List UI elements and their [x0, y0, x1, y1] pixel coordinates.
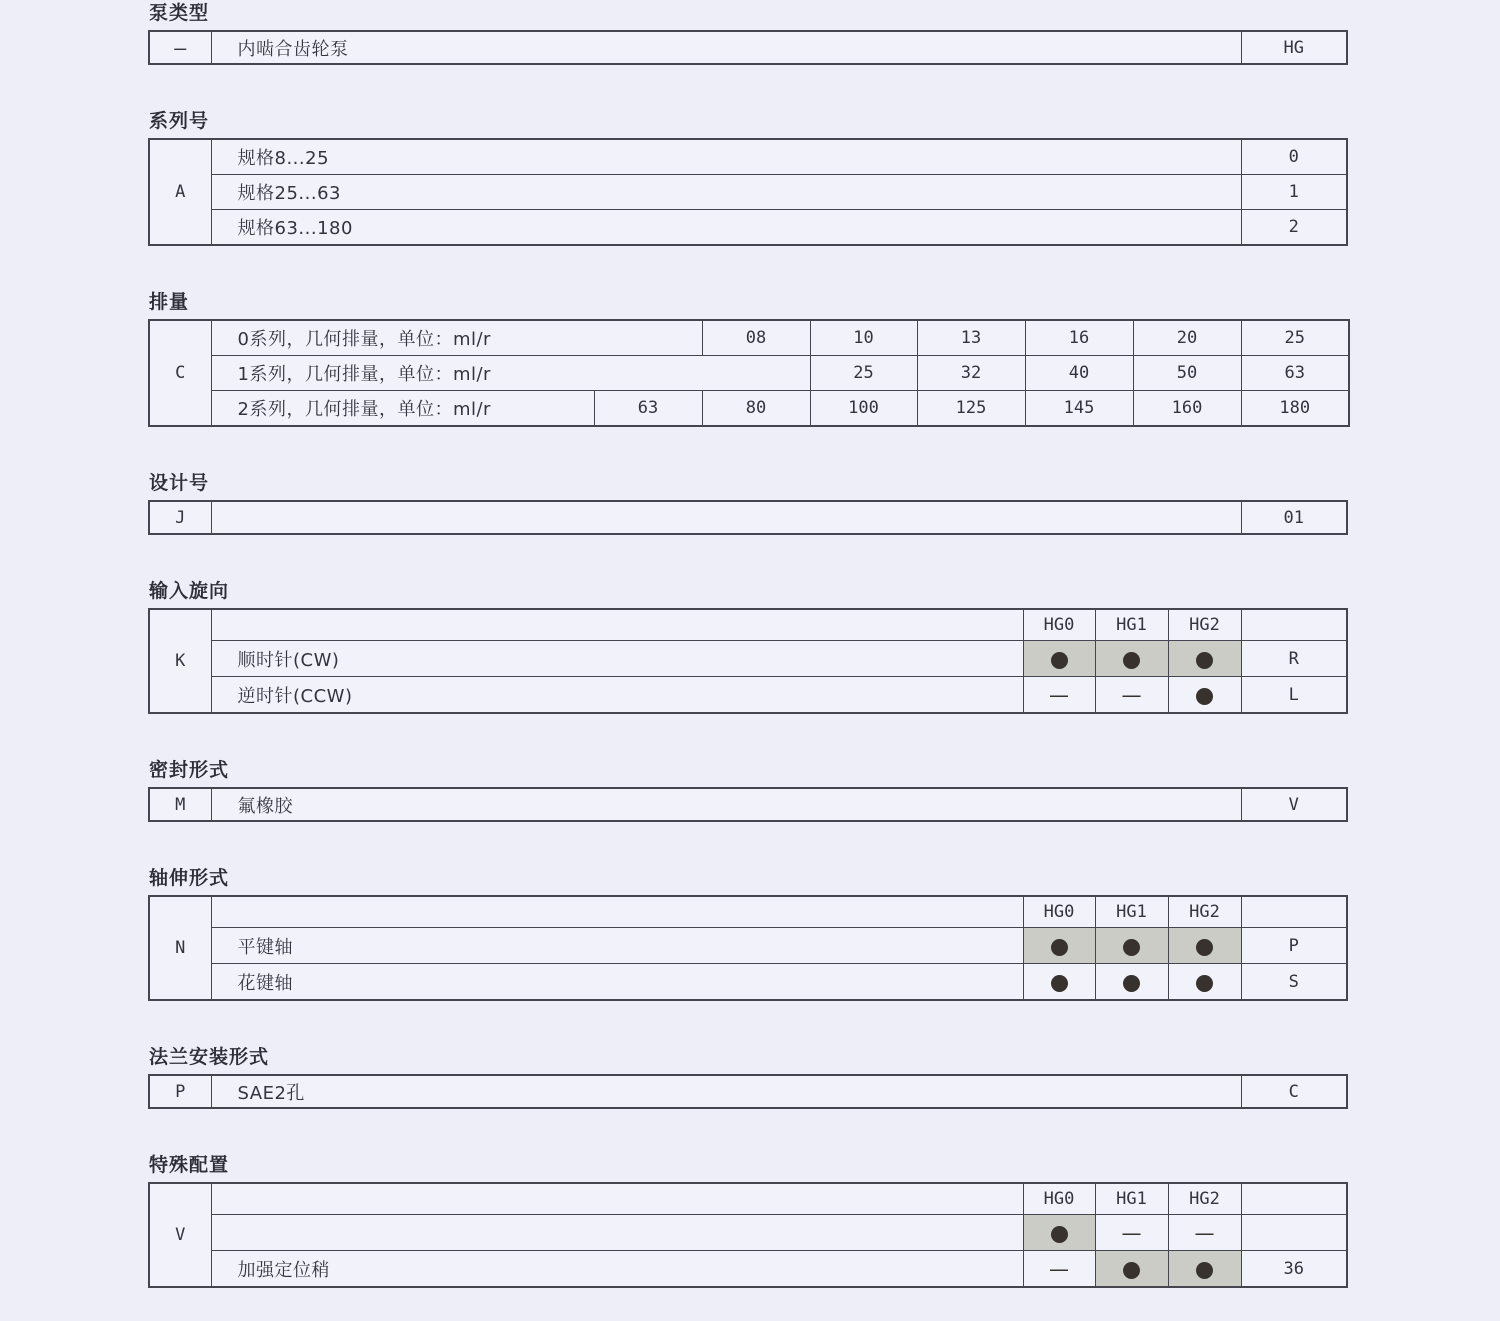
displacement-title: 排量: [149, 291, 190, 313]
label-cell: SAE2孔: [211, 1075, 1241, 1108]
table-row: [149, 139, 1347, 175]
value-cell: 160: [1133, 391, 1241, 427]
code-cell: V: [1241, 788, 1347, 821]
key-cell: N: [149, 896, 211, 1000]
matrix-cell: —: [1095, 677, 1168, 714]
label-cell: 2系列，几何排量，单位：ml/r: [211, 391, 594, 427]
section-input-rotation: [148, 580, 1348, 714]
hg0-header-cell: HG0: [1023, 896, 1095, 928]
table-row: [149, 788, 1347, 821]
hg2-header-cell: HG2: [1168, 896, 1241, 928]
label-cell: 氟橡胶: [211, 788, 1241, 821]
table-row: [149, 1075, 1347, 1108]
hg0-header-cell: HG0: [1023, 1183, 1095, 1215]
table-row: [149, 501, 1347, 534]
matrix-cell: —: [1023, 677, 1095, 714]
seal-type-table: [148, 787, 1348, 822]
key-cell: K: [149, 609, 211, 713]
code-cell: [1241, 1183, 1347, 1215]
value-cell: 50: [1133, 356, 1241, 391]
table-row: [149, 210, 1347, 246]
shaft-type-title: 轴伸形式: [149, 867, 230, 889]
section-displacement: [148, 291, 1348, 427]
code-cell: C: [1241, 1075, 1347, 1108]
table-row: [149, 391, 1349, 427]
label-cell: [211, 501, 1241, 534]
section-flange-mounting: [148, 1046, 1348, 1109]
hg1-header-cell: HG1: [1095, 609, 1168, 641]
key-cell: —: [149, 31, 211, 64]
code-cell: R: [1241, 641, 1347, 677]
availability-dot-icon: [1123, 975, 1140, 992]
value-cell: 20: [1133, 320, 1241, 356]
label-cell: [211, 896, 1023, 928]
label-cell: 内啮合齿轮泵: [211, 31, 1241, 64]
special-config-title: 特殊配置: [149, 1154, 230, 1176]
table-row: [149, 677, 1347, 714]
table-row: [149, 1251, 1347, 1288]
input-rotation-table: [148, 608, 1348, 714]
code-cell: [1241, 896, 1347, 928]
label-cell: 花键轴: [211, 964, 1023, 1001]
code-cell: 1: [1241, 175, 1347, 210]
value-cell: 63: [1241, 356, 1349, 391]
section-series-number: [148, 110, 1348, 246]
value-cell: 08: [702, 320, 810, 356]
table-row: [149, 175, 1347, 210]
pump-type-title: 泵类型: [149, 2, 210, 24]
displacement-table: [148, 319, 1350, 427]
value-cell: 25: [1241, 320, 1349, 356]
value-cell: 145: [1025, 391, 1133, 427]
availability-dot-icon: [1051, 939, 1068, 956]
availability-dot-icon: [1123, 652, 1140, 669]
code-cell: 01: [1241, 501, 1347, 534]
ordering-code-page: [148, 0, 1348, 1288]
input-rotation-title: 输入旋向: [149, 580, 230, 602]
label-cell: 规格63...180: [211, 210, 1241, 246]
section-design-number: [148, 472, 1348, 535]
key-cell: J: [149, 501, 211, 534]
label-cell: 加强定位稍: [211, 1251, 1023, 1288]
series-number-title: 系列号: [149, 110, 210, 132]
availability-dot-icon: [1196, 688, 1213, 705]
matrix-cell: [1095, 964, 1168, 1001]
hg1-header-cell: HG1: [1095, 1183, 1168, 1215]
value-cell: 10: [810, 320, 917, 356]
hg0-header-cell: HG0: [1023, 609, 1095, 641]
key-cell: C: [149, 320, 211, 426]
matrix-cell: —: [1023, 1251, 1095, 1288]
code-cell: S: [1241, 964, 1347, 1001]
matrix-cell: [1168, 677, 1241, 714]
matrix-cell: [1168, 928, 1241, 964]
matrix-cell: [1095, 1251, 1168, 1288]
value-cell: 25: [810, 356, 917, 391]
availability-dot-icon: [1196, 975, 1213, 992]
table-row: [149, 1215, 1347, 1251]
design-number-table: [148, 500, 1348, 535]
value-cell: 13: [917, 320, 1025, 356]
matrix-cell: [1095, 928, 1168, 964]
key-cell: A: [149, 139, 211, 245]
availability-dot-icon: [1051, 652, 1068, 669]
value-cell: 125: [917, 391, 1025, 427]
availability-dot-icon: [1196, 1262, 1213, 1279]
table-row: [149, 641, 1347, 677]
label-cell: 0系列，几何排量，单位：ml/r: [211, 320, 702, 356]
table-row: [149, 31, 1347, 64]
pump-type-table: [148, 30, 1348, 65]
series-number-table: [148, 138, 1348, 246]
hg2-header-cell: HG2: [1168, 609, 1241, 641]
value-cell: 100: [810, 391, 917, 427]
code-cell: L: [1241, 677, 1347, 714]
matrix-cell: [1168, 1251, 1241, 1288]
availability-dot-icon: [1123, 939, 1140, 956]
value-cell: 180: [1241, 391, 1349, 427]
seal-type-title: 密封形式: [149, 759, 230, 781]
shaft-type-table: [148, 895, 1348, 1001]
design-number-title: 设计号: [149, 472, 210, 494]
matrix-cell: [1023, 928, 1095, 964]
label-cell: 规格25...63: [211, 175, 1241, 210]
value-cell: 32: [917, 356, 1025, 391]
availability-dot-icon: [1123, 1262, 1140, 1279]
table-header-row: [149, 1183, 1347, 1215]
label-cell: 顺时针(CW): [211, 641, 1023, 677]
section-shaft-type: [148, 867, 1348, 1001]
code-cell: 0: [1241, 139, 1347, 175]
value-cell: 63: [594, 391, 702, 427]
special-config-table: [148, 1182, 1348, 1288]
table-header-row: [149, 609, 1347, 641]
matrix-cell: [1095, 641, 1168, 677]
section-pump-type: [148, 2, 1348, 65]
flange-mounting-table: [148, 1074, 1348, 1109]
hg1-header-cell: HG1: [1095, 896, 1168, 928]
table-row: [149, 320, 1349, 356]
code-cell: [1241, 1215, 1347, 1251]
hg2-header-cell: HG2: [1168, 1183, 1241, 1215]
value-cell: 80: [702, 391, 810, 427]
matrix-cell: [1023, 641, 1095, 677]
code-cell: [1241, 609, 1347, 641]
label-cell: 逆时针(CCW): [211, 677, 1023, 714]
matrix-cell: —: [1168, 1215, 1241, 1251]
label-cell: 平键轴: [211, 928, 1023, 964]
availability-dot-icon: [1196, 939, 1213, 956]
label-cell: [211, 609, 1023, 641]
key-cell: M: [149, 788, 211, 821]
matrix-cell: —: [1095, 1215, 1168, 1251]
table-row: [149, 964, 1347, 1001]
key-cell: V: [149, 1183, 211, 1287]
table-header-row: [149, 896, 1347, 928]
key-cell: P: [149, 1075, 211, 1108]
label-cell: 1系列，几何排量，单位：ml/r: [211, 356, 810, 391]
section-special-config: [148, 1154, 1348, 1288]
availability-dot-icon: [1196, 652, 1213, 669]
matrix-cell: [1168, 641, 1241, 677]
flange-mounting-title: 法兰安装形式: [149, 1046, 270, 1068]
matrix-cell: [1023, 964, 1095, 1001]
availability-dot-icon: [1051, 975, 1068, 992]
table-row: [149, 928, 1347, 964]
matrix-cell: [1023, 1215, 1095, 1251]
code-cell: HG: [1241, 31, 1347, 64]
availability-dot-icon: [1051, 1226, 1068, 1243]
label-cell: 规格8...25: [211, 139, 1241, 175]
value-cell: 16: [1025, 320, 1133, 356]
section-seal-type: [148, 759, 1348, 822]
code-cell: P: [1241, 928, 1347, 964]
matrix-cell: [1168, 964, 1241, 1001]
code-cell: 2: [1241, 210, 1347, 246]
code-cell: 36: [1241, 1251, 1347, 1288]
table-row: [149, 356, 1349, 391]
value-cell: 40: [1025, 356, 1133, 391]
label-cell: [211, 1183, 1023, 1215]
label-cell: [211, 1215, 1023, 1251]
